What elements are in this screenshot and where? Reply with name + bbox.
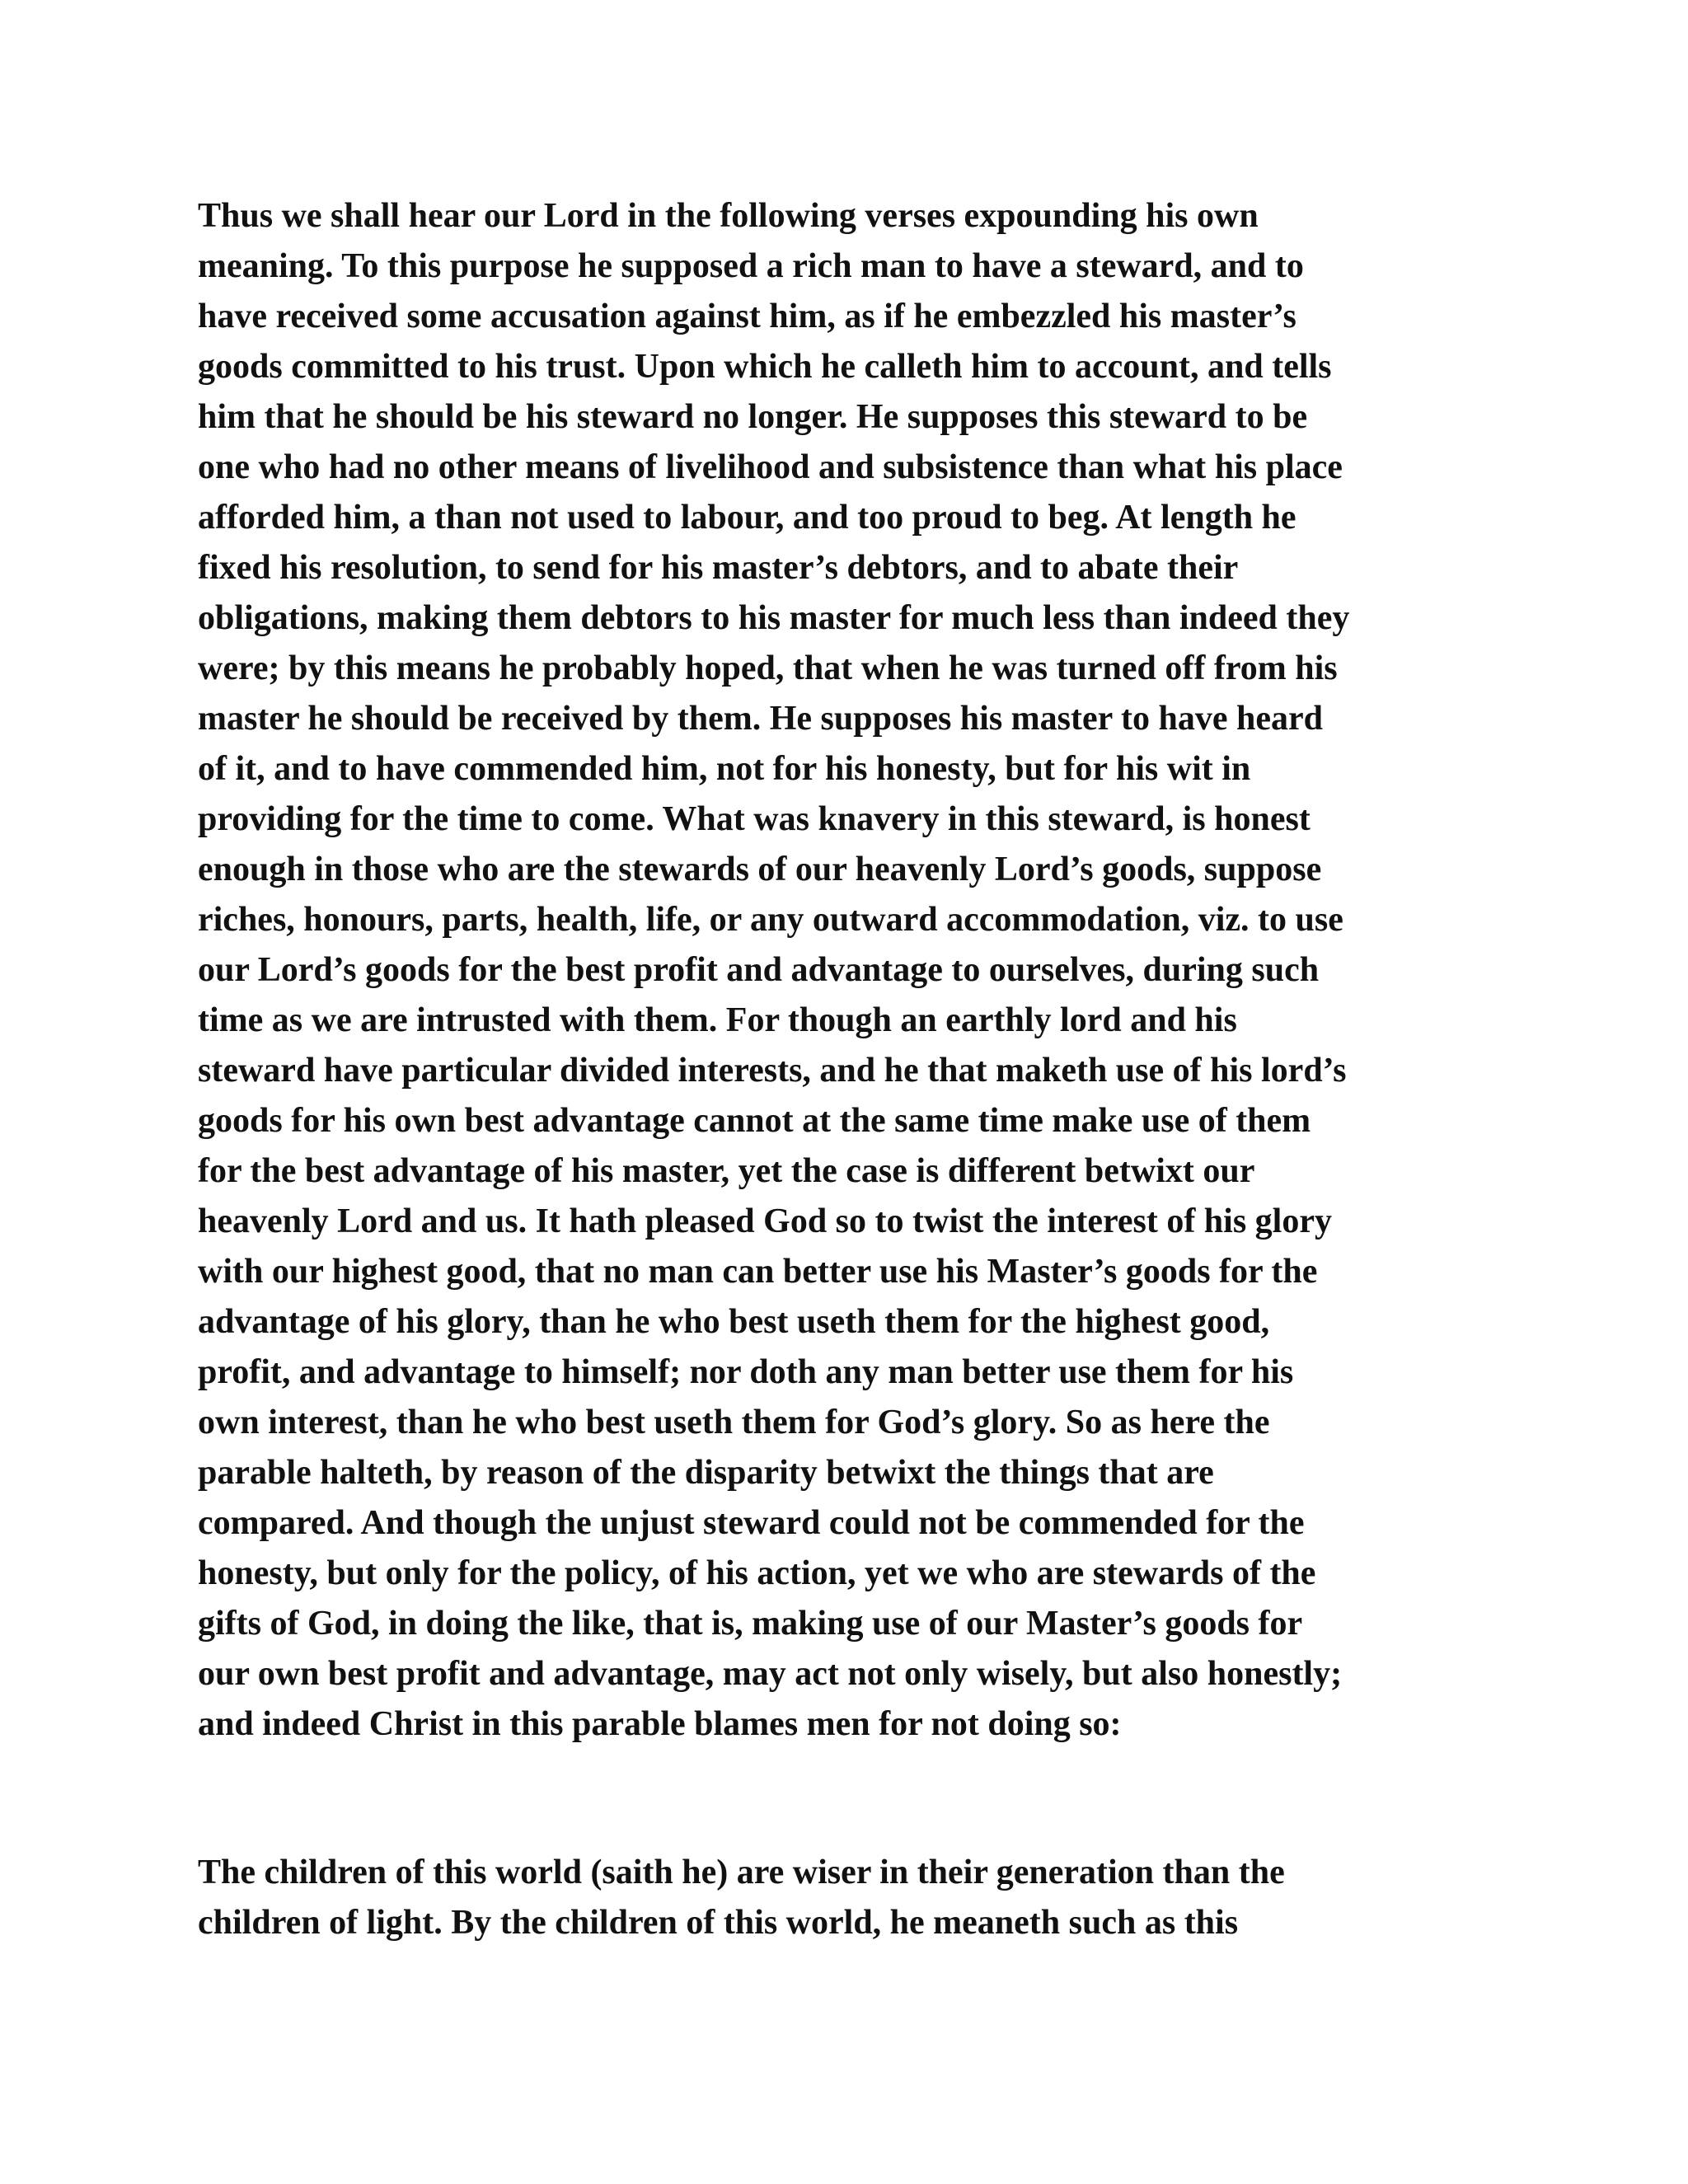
text-line: our Lord’s goods for the best profit and advantage to ourselves, during such [198,951,1320,989]
text-line: riches, honours, parts, health, life, or any outward accommodation, viz. to use [198,901,1343,939]
text-line: were; by this means he probably hoped, that when he was turned off from his [198,649,1338,687]
text-line: children of light. By the children of this world, he meaneth such as this [198,1904,1239,1942]
paragraph-2 [198,1848,1484,1948]
text-line: enough in those who are the stewards of our heavenly Lord’s goods, suppose [198,851,1322,888]
text-line: one who had no other means of livelihood and subsistence than what his place [198,448,1343,486]
text-line: with our highest good, that no man can better use his Master’s goods for the [198,1253,1318,1291]
text-line: Thus we shall hear our Lord in the following verses expounding his own [198,197,1259,235]
text-line: heavenly Lord and us. It hath pleased God so to twist the interest of his glory [198,1202,1332,1240]
text-line: own interest, than he who best useth them for God’s glory. So as here the [198,1404,1270,1441]
text-line: goods committed to his trust. Upon which he calleth him to account, and tells [198,348,1332,386]
text-line: compared. And though the unjust steward could not be commended for the [198,1504,1305,1542]
text-line: master he should be received by them. He supposes his master to have heard [198,700,1323,738]
text-line: gifts of God, in doing the like, that is, making use of our Master’s goods for [198,1605,1303,1643]
text-line: of it, and to have commended him, not for his honesty, but for his wit in [198,750,1251,788]
text-line: time as we are intrusted with them. For though an earthly lord and his [198,1001,1237,1039]
text-line: goods for his own best advantage cannot at the same time make use of them [198,1102,1311,1140]
text-line: steward have particular divided interests, and he that maketh use of his lord’s [198,1052,1347,1090]
text-line: providing for the time to come. What was knavery in this steward, is honest [198,800,1311,838]
text-line: fixed his resolution, to send for his master’s debtors, and to abate their [198,549,1239,587]
text-line: for the best advantage of his master, yet the case is different betwixt our [198,1152,1255,1190]
text-line: advantage of his glory, than he who best useth them for the highest good, [198,1303,1270,1341]
text-line: have received some accusation against him, as if he embezzled his master’s [198,298,1296,335]
text-line: The children of this world (saith he) are wiser in their generation than the [198,1854,1285,1891]
paragraph-1 [198,191,1484,1750]
text-line: afforded him, a than not used to labour, and too proud to beg. At length he [198,499,1296,537]
text-line: meaning. To this purpose he supposed a rich man to have a steward, and to [198,247,1304,285]
text-line: him that he should be his steward no longer. He supposes this steward to be [198,398,1308,436]
text-line: obligations, making them debtors to his master for much less than indeed they [198,599,1350,637]
text-line: and indeed Christ in this parable blames men for not doing so: [198,1705,1122,1743]
text-line: parable halteth, by reason of the disparity betwixt the things that are [198,1454,1214,1492]
text-line: profit, and advantage to himself; nor doth any man better use them for his [198,1353,1294,1391]
text-line: our own best profit and advantage, may act not only wisely, but also honestly; [198,1655,1343,1693]
text-line: honesty, but only for the policy, of his action, yet we who are stewards of the [198,1554,1316,1592]
